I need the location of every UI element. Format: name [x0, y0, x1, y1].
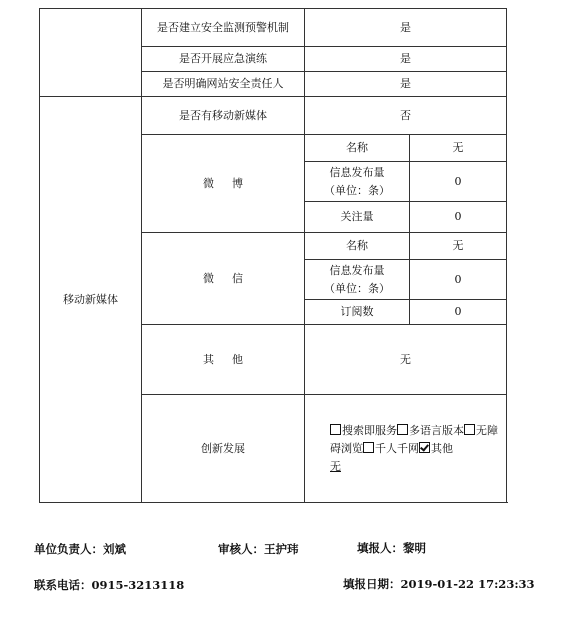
checkbox-icon[interactable]	[330, 424, 341, 435]
weixin-subscribe-label: 订阅数	[305, 300, 410, 325]
blank-cell	[40, 9, 142, 97]
innovation-other-text: 无	[330, 459, 341, 473]
innovation-options	[305, 395, 507, 503]
other-value: 无	[305, 325, 507, 395]
option-other[interactable]	[419, 442, 453, 455]
innovation-options-line	[330, 422, 502, 458]
innovation-label: 创新发展	[142, 395, 305, 503]
mobile-has-label: 是否有移动新媒体	[142, 97, 305, 135]
innovation-other-text-line	[330, 458, 502, 476]
checkbox-icon[interactable]	[363, 442, 374, 453]
drill-label: 是否开展应急演练	[142, 47, 305, 72]
reviewer: 审核人：王护玮	[218, 542, 299, 556]
phone: 联系电话：0915-3213118	[34, 578, 185, 592]
mobile-has-value: 否	[305, 97, 507, 135]
option-multilingual[interactable]	[397, 424, 464, 437]
weixin-publish-label	[305, 260, 410, 300]
weibo-follow-label: 关注量	[305, 202, 410, 233]
monitor-label: 是否建立安全监测预警机制	[142, 9, 305, 47]
weibo-publish-label-line1: 信息发布量	[329, 165, 385, 179]
unit-head: 单位负责人：刘斌	[34, 542, 126, 556]
checkbox-icon[interactable]	[464, 424, 475, 435]
mobile-section-label: 移动新媒体	[40, 97, 142, 503]
report-table	[39, 8, 507, 503]
option-label: 其他	[431, 441, 453, 455]
weibo-publish-label-line2: （单位：条）	[324, 183, 390, 197]
weibo-publish-label	[305, 162, 410, 202]
option-label: 无障碍浏览	[330, 423, 498, 455]
weibo-follow-value: 0	[410, 202, 507, 233]
weixin-publish-label-line2: （单位：条）	[324, 281, 390, 295]
weixin-subscribe-value: 0	[410, 300, 507, 325]
option-personalized[interactable]	[363, 442, 419, 455]
weibo-name-label: 名称	[305, 135, 410, 162]
monitor-value: 是	[305, 9, 507, 47]
option-label: 千人千网	[375, 441, 419, 455]
weixin-name-label: 名称	[305, 233, 410, 260]
weibo-publish-value: 0	[410, 162, 507, 202]
option-label: 搜索即服务	[342, 423, 397, 437]
weixin-publish-label-line1: 信息发布量	[329, 263, 385, 277]
drill-value: 是	[305, 47, 507, 72]
weixin-publish-value: 0	[410, 260, 507, 300]
option-search-service[interactable]	[330, 424, 397, 437]
other-label: 其他	[142, 325, 305, 395]
responsible-label: 是否明确网站安全责任人	[142, 72, 305, 97]
filler: 填报人：黎明	[357, 541, 426, 555]
weibo-name-value: 无	[410, 135, 507, 162]
fill-date: 填报日期：2019-01-22 17:23:33	[343, 577, 535, 591]
checked-checkbox-icon[interactable]	[419, 442, 430, 453]
weixin-label: 微信	[142, 233, 305, 325]
weibo-label: 微博	[142, 135, 305, 233]
weixin-name-value: 无	[410, 233, 507, 260]
checkbox-icon[interactable]	[397, 424, 408, 435]
responsible-value: 是	[305, 72, 507, 97]
option-label: 多语言版本	[409, 423, 464, 437]
